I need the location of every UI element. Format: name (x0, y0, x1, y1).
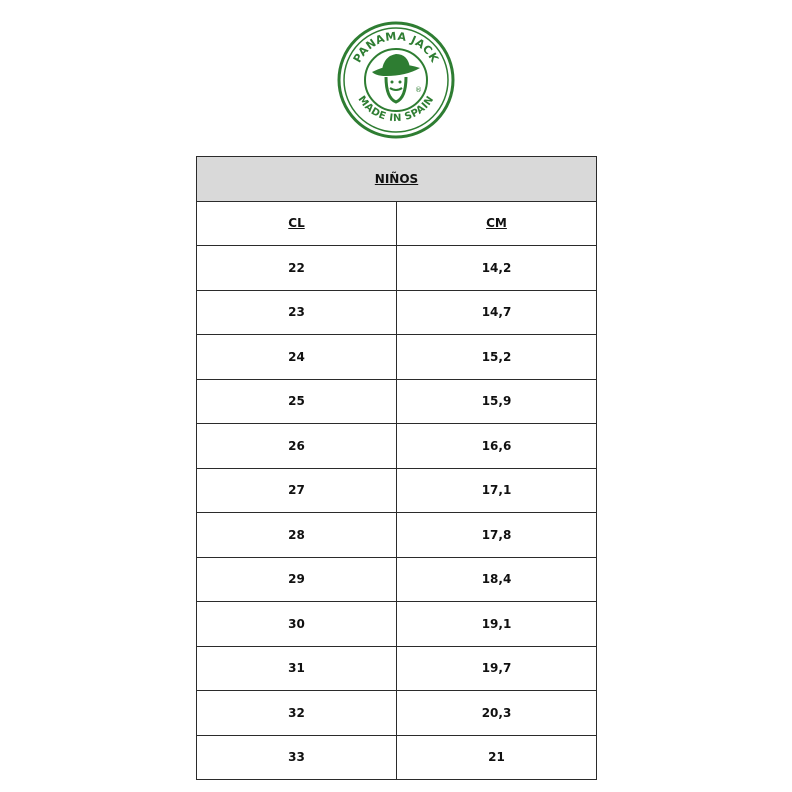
cell-cm: 18,4 (397, 557, 597, 602)
cell-cl: 31 (197, 646, 397, 691)
table-row (197, 246, 597, 291)
cell-cm: 16,6 (397, 424, 597, 469)
cell-cm: 17,8 (397, 513, 597, 558)
column-header-cm (397, 201, 597, 246)
size-chart-table (196, 156, 597, 780)
svg-text:MADE IN SPAIN (356, 94, 437, 124)
cell-cl: 32 (197, 691, 397, 736)
cell-cl: 26 (197, 424, 397, 469)
cell-cl: 25 (197, 379, 397, 424)
cell-cm: 20,3 (397, 691, 597, 736)
table-title-cell (197, 157, 597, 202)
table-row (197, 424, 597, 469)
table-title-row (197, 157, 597, 202)
registered-mark: ® (415, 86, 422, 94)
cell-cl: 28 (197, 513, 397, 558)
table-row (197, 735, 597, 780)
cell-cm: 17,1 (397, 468, 597, 513)
panama-jack-logo (336, 20, 456, 140)
cell-cl: 30 (197, 602, 397, 647)
cell-cl: 22 (197, 246, 397, 291)
cell-cm: 14,2 (397, 246, 597, 291)
logo-seal-icon (336, 20, 456, 140)
table-row (197, 513, 597, 558)
explorer-hat-face-icon (372, 54, 420, 102)
cell-cl: 23 (197, 290, 397, 335)
cell-cl: 27 (197, 468, 397, 513)
column-header-cl (197, 201, 397, 246)
cell-cm: 19,1 (397, 602, 597, 647)
cell-cl: 29 (197, 557, 397, 602)
cell-cm: 15,9 (397, 379, 597, 424)
cell-cm: 14,7 (397, 290, 597, 335)
table-row (197, 691, 597, 736)
table-row (197, 379, 597, 424)
logo-top-text: PANAMA JACK (350, 29, 442, 65)
table-row (197, 335, 597, 380)
cell-cl: 33 (197, 735, 397, 780)
table-row (197, 602, 597, 647)
cell-cm: 21 (397, 735, 597, 780)
table-row (197, 557, 597, 602)
table-row (197, 468, 597, 513)
table-row (197, 290, 597, 335)
logo-bottom-text: MADE IN SPAIN (355, 94, 437, 125)
table-title: NIÑOS (374, 171, 419, 186)
cell-cm: 15,2 (397, 335, 597, 380)
column-header-cl-label: CL (288, 216, 305, 231)
cell-cl: 24 (197, 335, 397, 380)
table-row (197, 646, 597, 691)
cell-cm: 19,7 (397, 646, 597, 691)
table-header-row (197, 201, 597, 246)
column-header-cm-label: CM (486, 216, 507, 231)
